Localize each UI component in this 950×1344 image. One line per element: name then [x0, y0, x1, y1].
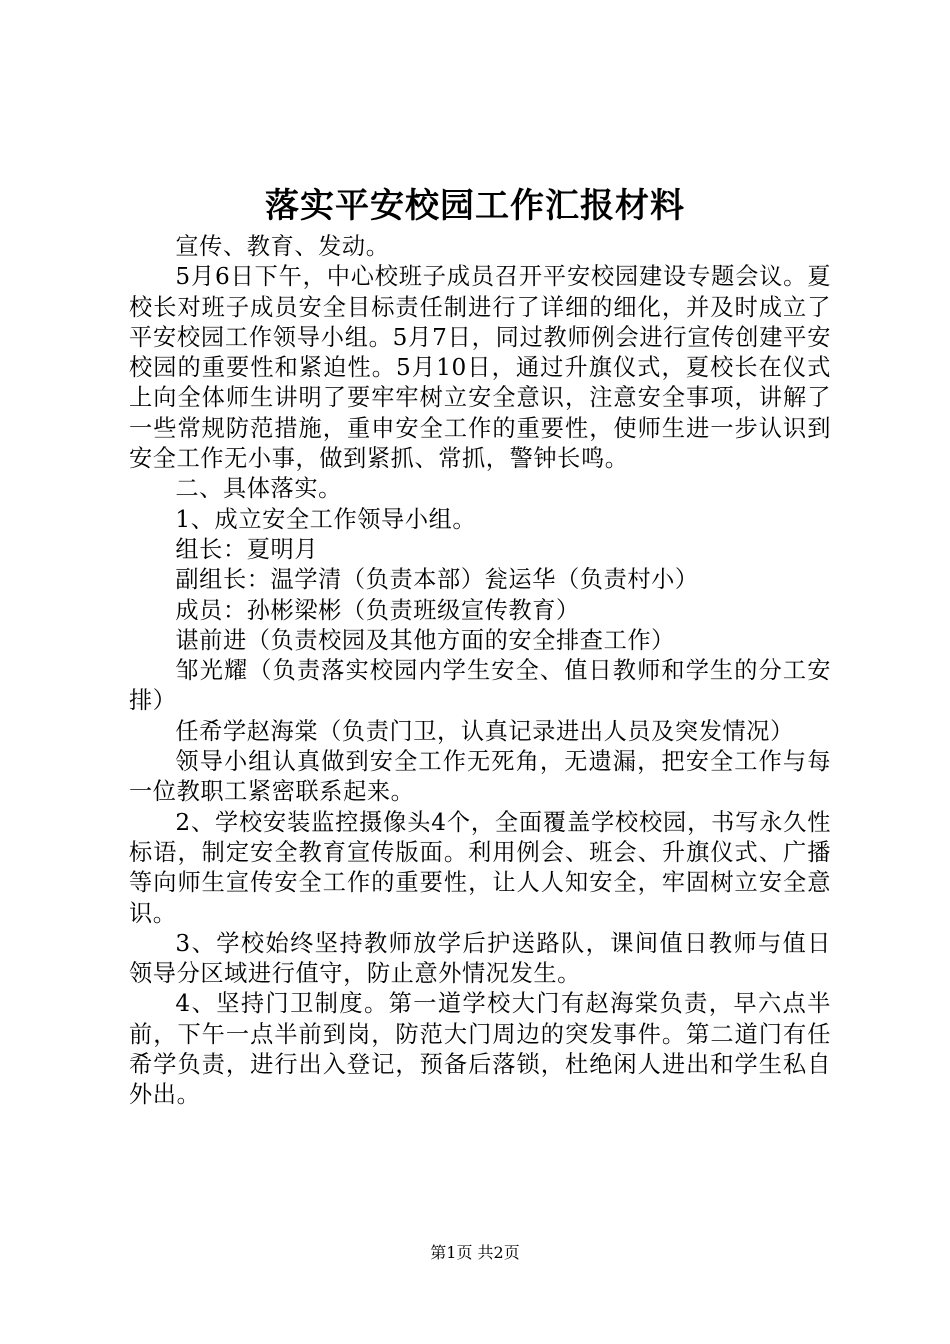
paragraph: 成员：孙彬梁彬（负责班级宣传教育）	[175, 596, 580, 624]
paragraph: 5月6日下午，中心校班子成员召开平安校园建设专题会议。夏校长对班子成员安全目标责任制进行了详细的细化，并及时成立了平安校园工作领导小组。5月7日，同过教师例会进行宣传创建平安校园的重要性和紧迫性。5月10日，通过升旗仪式，夏校长在仪式上向全体师生讲明了要牢牢树立安全意识，注意安全事项，讲解了一些常规防范措施，重申安全工作的重要性，使师生进一步认识到安全工作无小事，做到紧抓、常抓，警钟长鸣。	[129, 263, 831, 473]
document-title: 落实平安校园工作汇报材料	[265, 186, 685, 226]
paragraph: 3、学校始终坚持教师放学后护送路队，课间值日教师与值日领导分区域进行值守，防止意外情况发生。	[129, 929, 831, 988]
section-heading: 二、具体落实。	[175, 475, 342, 503]
paragraph: 1、成立安全工作领导小组。	[175, 505, 477, 533]
paragraph: 宣传、教育、发动。	[175, 233, 390, 260]
paragraph: 任希学赵海棠（负责门卫，认真记录进出人员及突发情况）	[175, 717, 794, 745]
paragraph: 谌前进（负责校园及其他方面的安全排查工作）	[175, 626, 675, 654]
paragraph: 组长：夏明月	[175, 535, 319, 563]
paragraph: 邹光耀（负责落实校园内学生安全、值日教师和学生的分工安排）	[129, 657, 831, 715]
paragraph: 4、坚持门卫制度。第一道学校大门有赵海棠负责，早六点半前，下午一点半前到岗，防范大门周边的突发事件。第二道门有任希学负责，进行出入登记，预备后落锁，杜绝闲人进出和学生私自外出。	[129, 990, 831, 1109]
paragraph: 2、学校安装监控摄像头4个，全面覆盖学校校园，书写永久性标语，制定安全教育宣传版面。利用例会、班会、升旗仪式、广播等向师生宣传安全工作的重要性，让人人知安全，牢固树立安全意识。	[129, 808, 831, 927]
page-footer: 第1页 共2页	[430, 1243, 520, 1262]
paragraph: 领导小组认真做到安全工作无死角，无遗漏，把安全工作与每一位教职工紧密联系起来。	[129, 748, 831, 806]
paragraph: 副组长：温学清（负责本部）瓮运华（负责村小）	[175, 566, 699, 594]
document-body	[129, 232, 831, 1111]
